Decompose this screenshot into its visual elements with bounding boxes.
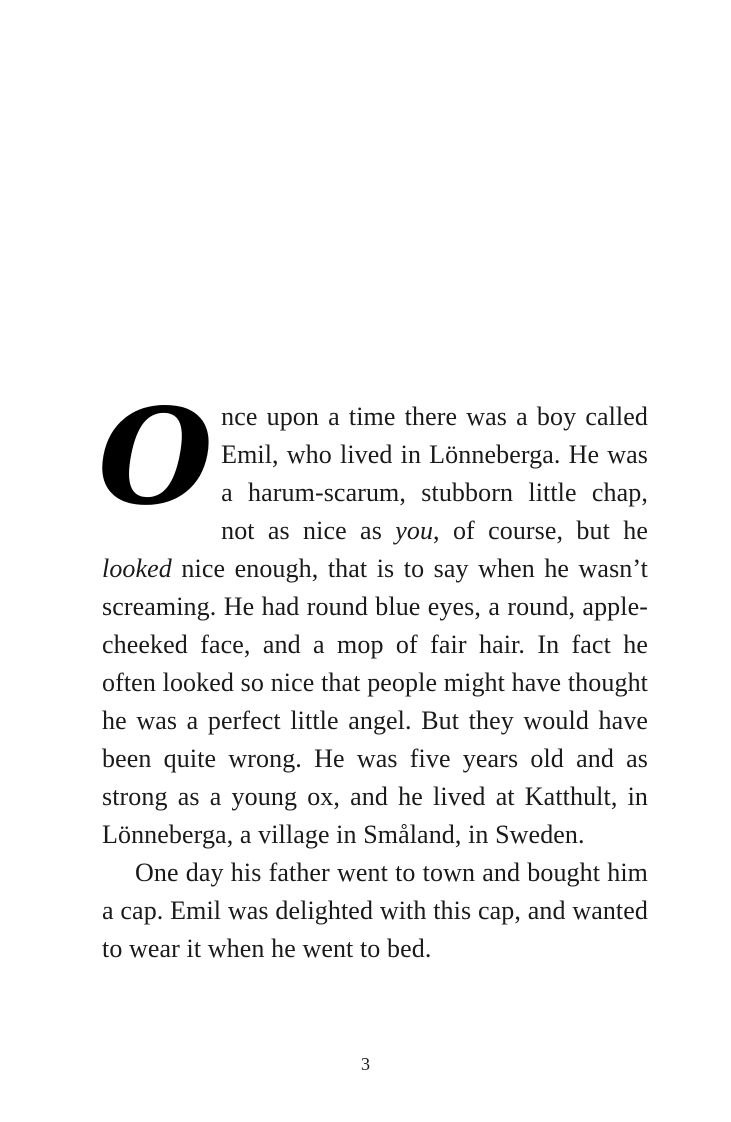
drop-cap: O: [98, 380, 214, 535]
paragraph-2: One day his father went to town and bought him a cap. Emil was delighted with this cap, and wanted to wear it when he went to bed.: [102, 858, 648, 963]
paragraph-1: [98, 380, 648, 854]
page-number: 3: [361, 1054, 370, 1074]
paragraph-1-text-b: , of course, but he: [433, 516, 648, 545]
story-text: [98, 380, 648, 968]
paragraph-1-text-a: nce upon a time there was a boy called Emil, who lived in Lönneberga. He was a harum-scarum, stubborn little chap, not as nice as: [221, 402, 648, 545]
paragraph-1-text-c: nice enough, that is to say when he wasn’t screaming. He had round blue eyes, a round, apple-cheeked face, and a mop of fair hair. In fact he often looked so nice that people might have thought he was a perfect little angel. But they would have been quite wrong. He was five years old and as strong as a young ox, and he lived at Katthult, in Lönneberga, a village in Småland, in Sweden.: [102, 554, 648, 849]
emphasis-you: you: [395, 516, 434, 545]
emphasis-looked: looked: [102, 554, 172, 583]
